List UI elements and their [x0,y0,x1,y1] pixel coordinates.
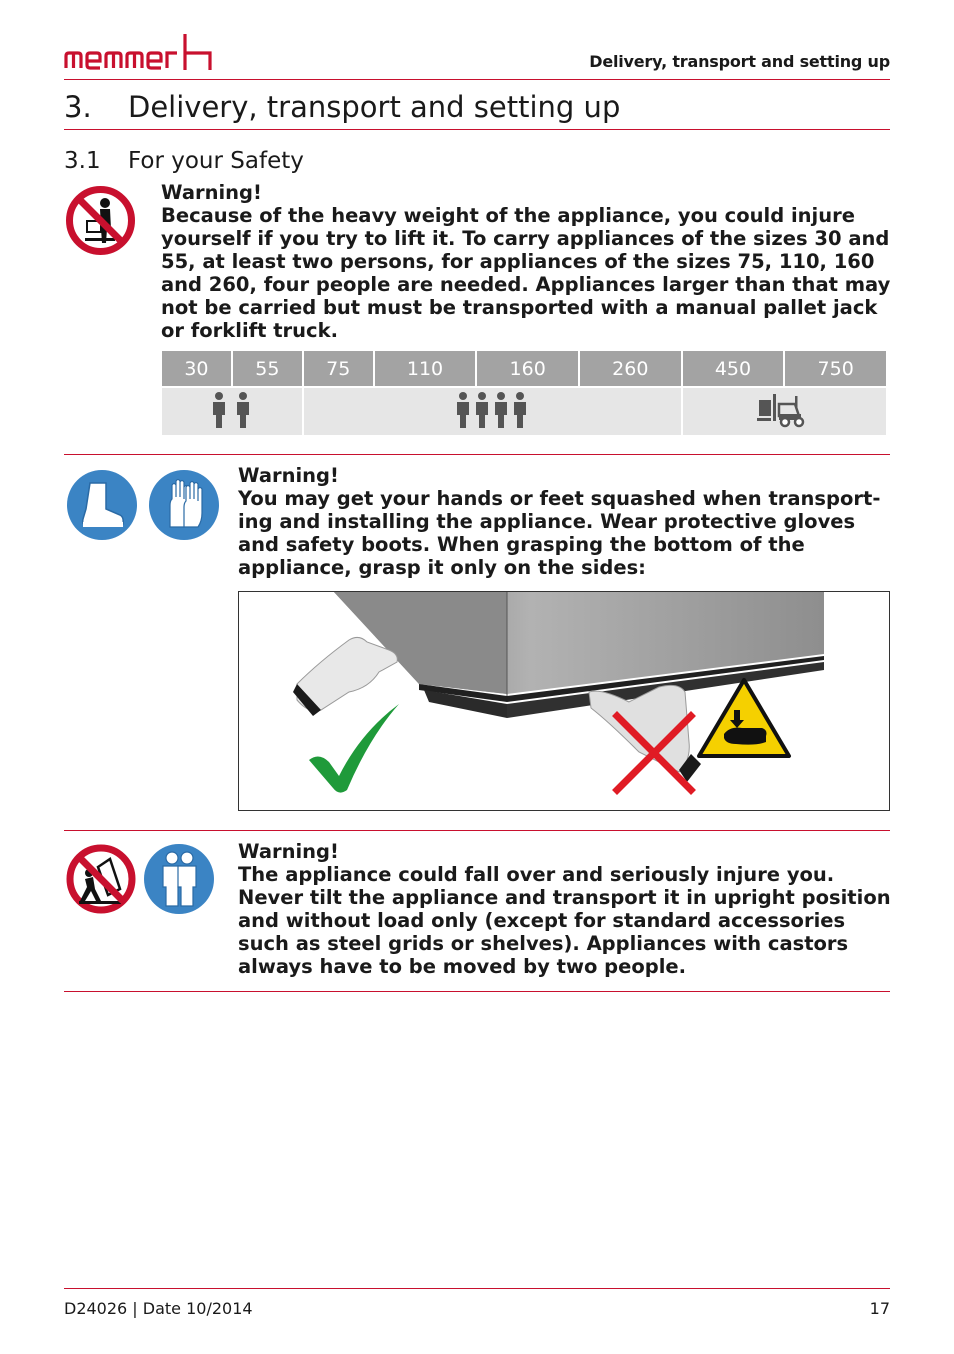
section-divider [64,830,890,831]
size-cell: 75 [304,351,373,386]
warning-text: The appliance could fall over and seriously injure you. Never tilt the appliance and transport it in upright position and without load only (except for standard accessories such as steel grids or shelves). Appliances with castors always have to be moved by two people. [238,863,891,978]
size-cell: 160 [477,351,578,386]
section-heading [64,148,304,174]
warning-title: Warning! [238,840,339,863]
section-divider [64,991,890,992]
size-cell: 110 [375,351,476,386]
protective-gloves-icon [148,469,220,541]
size-cell: 55 [233,351,302,386]
chapter-divider [64,129,890,130]
four-persons-cell [304,388,681,435]
size-cell: 450 [683,351,784,386]
grasp-illustration [238,591,890,811]
chapter-title: Delivery, transport and setting up [128,90,621,124]
no-tilting-icon [65,843,137,915]
section-divider [64,454,890,455]
page-number: 17 [869,1299,890,1318]
wrong-cross-icon [611,710,697,796]
two-persons-icon [209,391,255,429]
warning-block-squash [238,464,888,579]
chapter-heading [64,90,620,124]
size-cell: 260 [580,351,681,386]
correct-checkmark-icon [305,702,405,797]
warning-title: Warning! [238,464,339,487]
two-persons-cell [162,388,302,435]
forklift-cell [683,388,886,435]
memmert-logo [64,32,216,72]
two-people-required-icon [143,843,215,915]
warning-block-tilt [238,840,892,978]
four-persons-icon [455,391,529,429]
header-divider [64,79,890,80]
forklift-icon [755,392,813,428]
warning-text: Because of the heavy weight of the appliance, you could injure yourself if you try to lift it. To carry appliances of the sizes 30 and 55, at least two persons, for appliances of the sizes 75, 110, 160 and 260, four people are needed. Appliances larger than that may not be carried but must be transported with a manual pallet jack or forklift truck. [161,204,891,342]
section-number: 3.1 [64,148,101,174]
no-lifting-icon [65,185,136,256]
document-reference: D24026 | Date 10/2014 [64,1299,253,1318]
chapter-number: 3. [64,90,92,124]
warning-block-lifting [161,181,891,342]
running-header: Delivery, transport and setting up [589,52,890,71]
section-title: For your Safety [128,148,304,174]
size-cell: 30 [162,351,231,386]
warning-text: You may get your hands or feet squashed when transport-ing and installing the appliance. Wear protective gloves and safety boots. When grasping the bottom of the appliance, grasp it only on the sides: [238,487,881,579]
hand-crush-warning-icon [696,676,792,760]
warning-title: Warning! [161,181,262,204]
safety-boots-icon [66,469,138,541]
carry-method-row [162,388,886,435]
size-header-row [162,351,886,386]
size-cell: 750 [785,351,886,386]
footer-divider [64,1288,890,1289]
appliance-size-table [160,349,888,437]
